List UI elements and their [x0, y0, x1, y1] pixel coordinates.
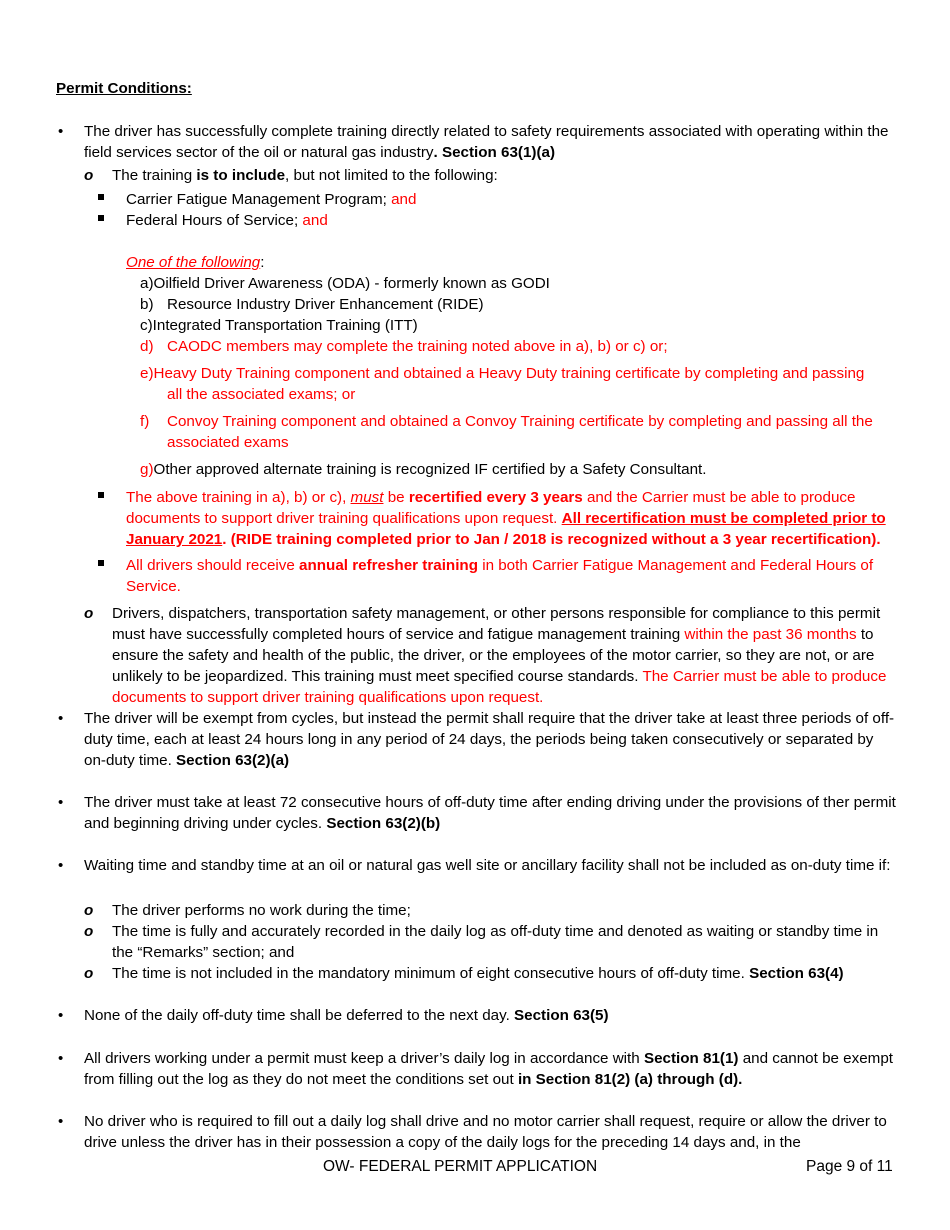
option-g: g)Other approved alternate training is recognized IF certified by a Safety Consultant.: [140, 461, 707, 478]
bullet-marker: •: [58, 123, 64, 140]
page-number: Page 9 of 11: [806, 1158, 893, 1175]
square-bullet-icon: [98, 215, 104, 221]
option-d: d) CAODC members may complete the training noted above in a), b) or c) or;: [140, 338, 668, 355]
square-bullet-icon: [98, 492, 104, 498]
sub-marker: o: [84, 605, 94, 622]
sub-marker: o: [84, 923, 94, 940]
bullet-marker: •: [58, 857, 64, 874]
permit-conditions-heading: Permit Conditions:: [56, 80, 192, 97]
one-of-following: One of the following:: [126, 254, 265, 271]
square-bullet-icon: [98, 560, 104, 566]
bullet-marker: •: [58, 794, 64, 811]
bullet-marker: •: [58, 1007, 64, 1024]
section-ref: Section 63(2)(b): [326, 815, 441, 832]
sub-marker: o: [84, 167, 94, 184]
document-page: Permit Conditions: • The driver has successfully complete training directly related to safety requirements associated with operating within the field services sector of the oil or natural gas industry. Section 63(1)(a) o The training is to include, but not limited to the following: Carrier Fatigue Management Program; and Federal Hours of Service; and One of the following: a)Oilfield Driver Awareness (ODA) - formerly known as GODI b) Resource Industry Driver Enhancement (RIDE) c)Integrated Transportation Training (ITT) d) CAODC members may complete the training noted above in a), b) or c) or; e)Heavy Duty Training component and obtained a Heavy Duty training certificate by completing and passing all the associated exams; or f) Convoy Training component and obtained a Convoy Training certificate by completing and passing all the associated exams g)Other approved alternate training is recognized IF certified by a Safety Consultant. The above training in a), b) or c), must be recertified every 3 years and the Carrier must be able to produce documents to support driver training qualifications upon request. All recertification must be completed prior to January 2021. (RIDE training completed prior to Jan / 2018 is recognized without a 3 year recertification). All drivers should receive annual refresher training in both Carrier Fatigue Management and Federal Hours of Service. o Drivers, dispatchers, transportation safety management, or other persons responsible for compliance to this permit must have successfully completed hours of service and fatigue management training within the past 36 months to ensure the safety and health of the public, the driver, or the employees of the motor carrier, so they are not, or are unlikely to be jeopardized. This training must meet specified course standards. The Carrier must be able to produce documents to support driver training qualifications upon request. • The driver will be exempt from cycles, but instead the permit shall require that the driver take at least three periods of off-duty time, each at least 24 hours long in any period of 24 days, the periods being taken consecutively or separated by on-duty time. Section 63(2)(a) • The driver must take at least 72 consecutive hours of off-duty time after ending driving under the provisions of ther permit and beginning driving under cycles. Section 63(2)(b) • Waiting time and standby time at an oil or natural gas well site or ancillary facility shall not be included as on-duty time if: o The driver performs no work during the time; o The time is fully and accurately recorded in the daily log as off-duty time and denoted as waiting or standby time in the “Remarks” section; and o The time is not included in the mandatory minimum of eight consecutive hours of off-duty time. Section 63(4) • None of the daily off-duty time shall be deferred to the next day. Section 63(5) • All drivers working under a permit must keep a driver’s daily log in accordance with Section 81(1) and cannot be exempt from filling out the log as they do not meet the conditions set out in Section 81(2) (a) through (d). • No driver who is required to fill out a daily log shall drive and no motor carrier shall request, require or allow the driver to drive unless the driver has in their possession a copy of the daily logs for the preceding 14 days and, in the OW- FEDERAL PERMIT APPLICATION Page 9 of 11: [56, 80, 896, 1175]
option-c: c)Integrated Transportation Training (ITT): [140, 317, 418, 334]
section-ref: Section 63(5): [514, 1007, 609, 1024]
square-bullet-icon: [98, 194, 104, 200]
option-f: f) Convoy Training component and obtained a Convoy Training certificate by completing and passing all the associated exams: [140, 413, 873, 451]
footer-title: OW- FEDERAL PERMIT APPLICATION: [323, 1158, 598, 1175]
section-ref: Section 63(4): [749, 965, 844, 982]
section-ref: Section 63(2)(a): [176, 752, 290, 769]
bullet-marker: •: [58, 1113, 64, 1130]
bullet-marker: •: [58, 1050, 64, 1067]
section-ref: Section 63(1)(a): [441, 144, 556, 161]
option-a: a)Oilfield Driver Awareness (ODA) - formerly known as GODI: [140, 275, 550, 292]
option-b: b) Resource Industry Driver Enhancement (RIDE): [140, 296, 484, 313]
sub-marker: o: [84, 902, 94, 919]
bullet-marker: •: [58, 710, 64, 727]
sub-marker: o: [84, 965, 94, 982]
option-e: e)Heavy Duty Training component and obtained a Heavy Duty training certificate by completing and passing all the associated exams; or: [140, 365, 865, 403]
